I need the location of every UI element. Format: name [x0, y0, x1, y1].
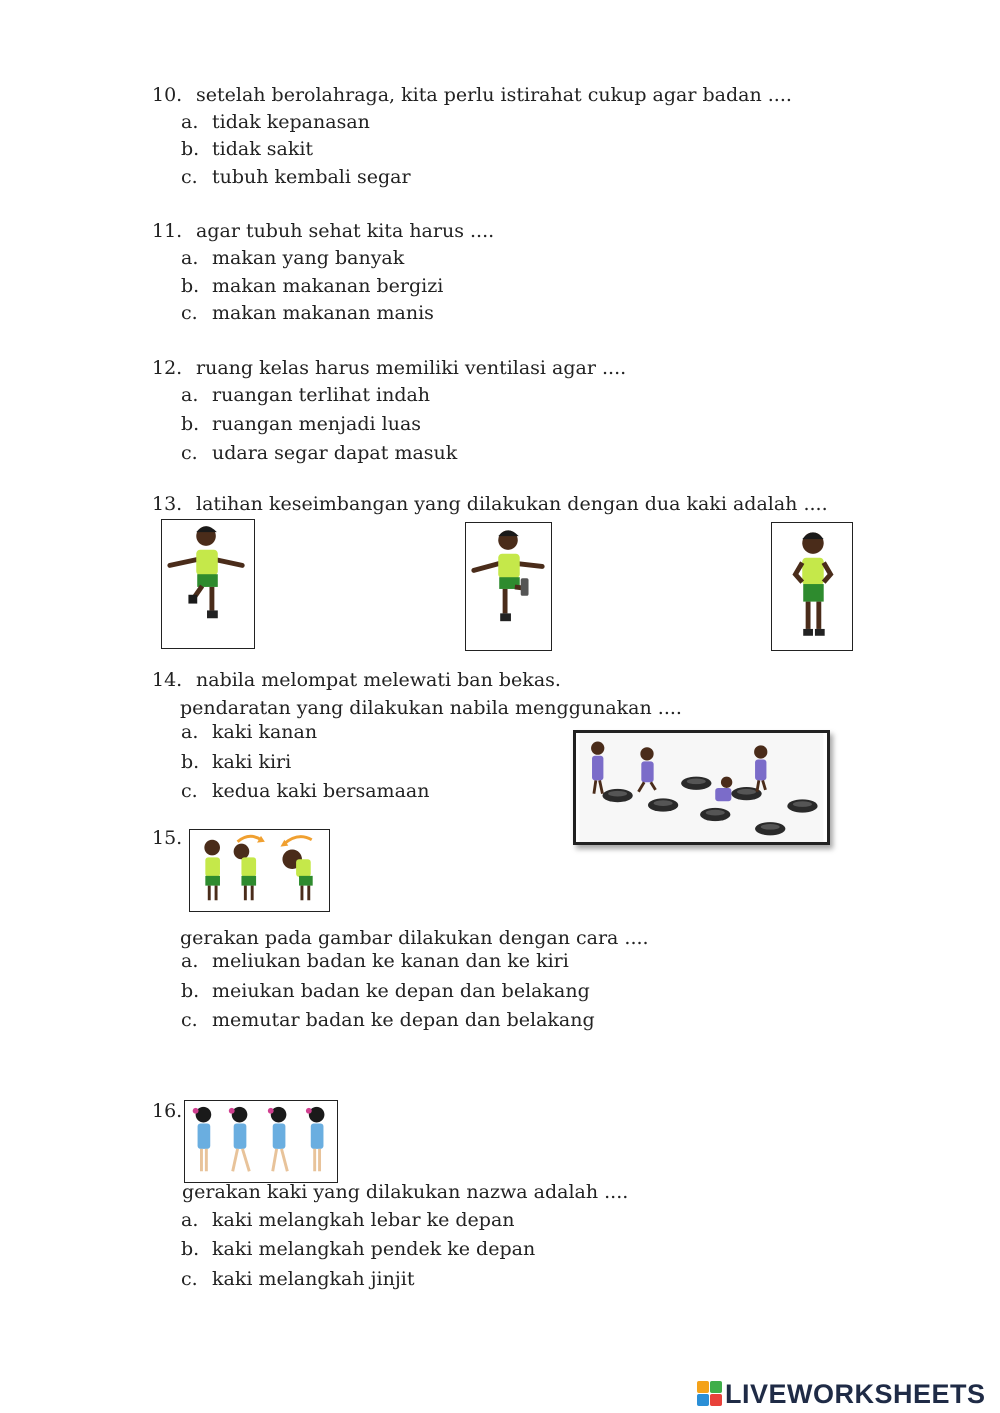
option-11c[interactable]: [181, 302, 434, 324]
option-text: kaki melangkah lebar ke depan: [212, 1209, 515, 1231]
question-14-subtext: pendaratan yang dilakukan nabila menggunakan ....: [180, 697, 682, 719]
girl-jumping-tires-illustration: [576, 733, 827, 842]
question-text: agar tubuh sehat kita harus ....: [196, 220, 495, 242]
option-13b-image[interactable]: [465, 522, 552, 651]
option-14a[interactable]: [181, 721, 317, 743]
boy-balance-knee-up-illustration: [466, 523, 551, 650]
boy-standing-figure: [204, 840, 220, 901]
option-letter: b.: [181, 751, 200, 773]
girl-walking-sequence-illustration: [185, 1101, 337, 1182]
option-12c[interactable]: [181, 442, 457, 464]
option-letter: a.: [181, 111, 199, 133]
option-text: tidak sakit: [212, 138, 314, 160]
option-13c-image[interactable]: [771, 522, 853, 651]
girl-walking-figure: [193, 1107, 325, 1171]
option-16b[interactable]: [181, 1238, 535, 1260]
liveworksheets-logo-icon: [697, 1381, 723, 1407]
boy-bending-forward-figure: [280, 837, 312, 901]
boy-standing-illustration: [772, 523, 852, 650]
option-letter: c.: [181, 302, 198, 324]
option-letter: c.: [181, 1268, 198, 1290]
brand-name: LIVEWORKSHEETS: [725, 1378, 986, 1409]
question-15-text: gerakan pada gambar dilakukan dengan cara ....: [180, 927, 649, 949]
option-letter: a.: [181, 1209, 199, 1231]
option-11a[interactable]: [181, 247, 404, 269]
question-10: [152, 84, 792, 106]
question-number: 11.: [152, 220, 183, 242]
option-letter: b.: [181, 275, 200, 297]
option-text: memutar badan ke depan dan belakang: [212, 1009, 595, 1031]
question-text: setelah berolahraga, kita perlu istirahat cukup agar badan ....: [196, 84, 792, 106]
option-letter: b.: [181, 413, 200, 435]
option-text: tubuh kembali segar: [212, 166, 411, 188]
option-11b[interactable]: [181, 275, 443, 297]
question-text: ruang kelas harus memiliki ventilasi agar ....: [196, 357, 627, 379]
question-11: [152, 220, 494, 242]
option-12a[interactable]: [181, 384, 430, 406]
option-text: ruangan terlihat indah: [212, 384, 431, 406]
option-letter: a.: [181, 721, 199, 743]
option-letter: c.: [181, 780, 198, 802]
option-16c[interactable]: [181, 1268, 414, 1290]
question-number: 16.: [152, 1100, 183, 1122]
option-letter: b.: [181, 980, 200, 1002]
option-text: meiukan badan ke depan dan belakang: [212, 980, 590, 1002]
option-text: tidak kepanasan: [212, 111, 370, 133]
option-10a[interactable]: [181, 111, 370, 133]
question-number: 15.: [152, 827, 183, 849]
question-16-text: gerakan kaki yang dilakukan nazwa adalah ....: [182, 1181, 629, 1203]
question-12: [152, 357, 626, 379]
question-14: [152, 669, 561, 691]
option-letter: a.: [181, 950, 199, 972]
option-text: makan makanan manis: [212, 302, 434, 324]
option-13a-image[interactable]: [161, 519, 255, 649]
bending-movement-image: [189, 829, 330, 912]
option-14b[interactable]: [181, 751, 291, 773]
option-text: meliukan badan ke kanan dan ke kiri: [212, 950, 569, 972]
option-text: kaki melangkah jinjit: [212, 1268, 415, 1290]
option-text: makan yang banyak: [212, 247, 405, 269]
option-text: udara segar dapat masuk: [212, 442, 458, 464]
question-number: 12.: [152, 357, 183, 379]
option-text: kaki kanan: [212, 721, 318, 743]
option-text: makan makanan bergizi: [212, 275, 444, 297]
option-letter: c.: [181, 442, 198, 464]
option-14c[interactable]: [181, 780, 429, 802]
question-13: [152, 493, 828, 515]
option-10c[interactable]: [181, 166, 411, 188]
question-number: 14.: [152, 669, 183, 691]
option-letter: a.: [181, 247, 199, 269]
option-letter: a.: [181, 384, 199, 406]
question-text: nabila melompat melewati ban bekas.: [196, 669, 561, 691]
option-15c[interactable]: [181, 1009, 595, 1031]
question-text: latihan keseimbangan yang dilakukan dengan dua kaki adalah ....: [196, 493, 828, 515]
option-text: ruangan menjadi luas: [212, 413, 422, 435]
option-15a[interactable]: [181, 950, 569, 972]
option-15b[interactable]: [181, 980, 590, 1002]
option-text: kaki kiri: [212, 751, 292, 773]
option-12b[interactable]: [181, 413, 421, 435]
walking-movement-image: [184, 1100, 338, 1183]
option-10b[interactable]: [181, 138, 313, 160]
tire-jump-image: [573, 730, 830, 845]
option-letter: b.: [181, 138, 200, 160]
boy-bending-back-figure: [234, 836, 265, 900]
boy-balance-leg-back-illustration: [162, 520, 254, 648]
liveworksheets-logo: [697, 1379, 986, 1409]
option-16a[interactable]: [181, 1209, 515, 1231]
question-number: 13.: [152, 493, 183, 515]
option-text: kaki melangkah pendek ke depan: [212, 1238, 536, 1260]
option-letter: c.: [181, 166, 198, 188]
option-letter: c.: [181, 1009, 198, 1031]
option-text: kedua kaki bersamaan: [212, 780, 430, 802]
boy-bending-sequence-illustration: [190, 830, 329, 911]
option-letter: b.: [181, 1238, 200, 1260]
question-number: 10.: [152, 84, 183, 106]
